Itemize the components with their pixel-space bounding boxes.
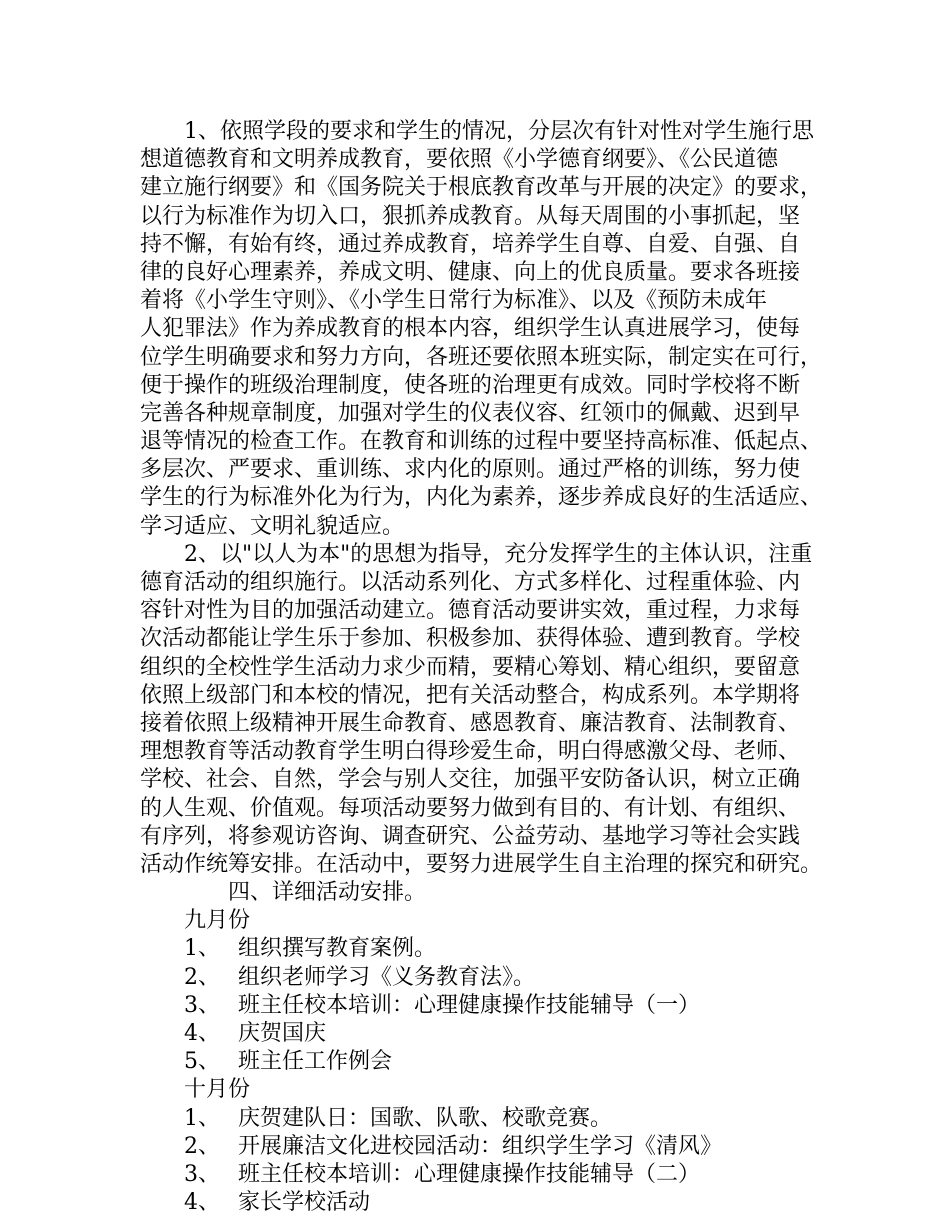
- paragraph-line: 学习适应、文明礼貌适应。: [140, 513, 405, 539]
- month-section-october: [140, 1076, 830, 1217]
- paragraph-line: 组织的全校性学生活动力求少而精，要精心筹划、精心组织，要留意: [140, 654, 801, 680]
- paragraph-line: 位学生明确要求和努力方向，各班还要依照本班实际，制定实在可行，: [140, 344, 823, 370]
- paragraph-1: [140, 118, 830, 541]
- list-item: [140, 1048, 830, 1076]
- paragraph-2: [140, 541, 830, 879]
- list-item: [140, 964, 830, 992]
- paragraph-line: 理想教育等活动教育学生明白得珍爱生命，明白得感激父母、老师、: [140, 739, 801, 765]
- list-item-number: 2、: [184, 1133, 220, 1159]
- list-item: [140, 1133, 830, 1161]
- paragraph-line: 退等情况的检查工作。在教育和训练的过程中要坚持高标准、低起点、: [140, 429, 823, 455]
- list-item: [140, 935, 830, 963]
- month-section-september: [140, 907, 830, 1076]
- list-item: [140, 992, 830, 1020]
- paragraph-line: 完善各种规章制度，加强对学生的仪表仪容、红领巾的佩戴、迟到早: [140, 400, 801, 426]
- list-item: [140, 1161, 830, 1189]
- paragraph-line: 想道德教育和文明养成教育，要依照《小学德育纲要》、《公民道德: [140, 147, 779, 173]
- list-item-text: 班主任工作例会: [238, 1049, 393, 1075]
- paragraph-line: 接着依照上级精神开展生命教育、感恩教育、廉洁教育、法制教育、: [140, 710, 801, 736]
- paragraph-line: 学生的行为标准外化为行为，内化为素养，逐步养成良好的生活适应、: [140, 485, 823, 511]
- paragraph-line: 2、以"以人为本"的思想为指导，充分发挥学生的主体认识，注重: [184, 541, 813, 567]
- list-item-text: 班主任校本培训：心理健康操作技能辅导（一）: [238, 992, 701, 1018]
- paragraph-line: 多层次、严要求、重训练、求内化的原则。通过严格的训练，努力使: [140, 457, 801, 483]
- paragraph-line: 依照上级部门和本校的情况，把有关活动整合，构成系列。本学期将: [140, 682, 801, 708]
- paragraph-line: 德育活动的组织施行。以活动系列化、方式多样化、过程重体验、内: [140, 570, 801, 595]
- paragraph-line: 1、依照学段的要求和学生的情况，分层次有针对性对学生施行思: [184, 119, 814, 144]
- paragraph-line: 律的良好心理素养，养成文明、健康、向上的优良质量。要求各班接: [140, 259, 801, 285]
- paragraph-line: 学校、社会、自然，学会与别人交往，加强平安防备认识，树立正确: [140, 767, 801, 793]
- list-item: [140, 1020, 830, 1048]
- list-item-number: 5、: [184, 1049, 220, 1075]
- list-item-number: 4、: [184, 1190, 220, 1216]
- list-item-number: 1、: [184, 1105, 220, 1131]
- list-item-text: 班主任校本培训：心理健康操作技能辅导（二）: [238, 1161, 701, 1187]
- list-item-number: 3、: [184, 992, 220, 1018]
- list-item: [140, 1105, 830, 1133]
- month-heading: 九月份: [184, 908, 251, 934]
- list-item: [140, 1189, 830, 1217]
- paragraph-line: 的人生观、价值观。每项活动要努力做到有目的、有计划、有组织、: [140, 795, 801, 821]
- paragraph-line: 人犯罪法》作为养成教育的根本内容，组织学生认真进展学习，使每: [140, 316, 801, 342]
- paragraph-line: 便于操作的班级治理制度，使各班的治理更有成效。同时学校将不断: [140, 372, 801, 398]
- paragraph-line: 次活动都能让学生乐于参加、积极参加、获得体验、遭到教育。学校: [140, 626, 801, 652]
- paragraph-line: 有序列，将参观访咨询、调查研究、公益劳动、基地学习等社会实践: [140, 823, 801, 849]
- document-body: [140, 118, 830, 1217]
- paragraph-line: 活动作统筹安排。在活动中，要努力进展学生自主治理的探究和研究。: [140, 851, 823, 877]
- paragraph-line: 建立施行纲要》和《国务院关于根底教育改革与开展的决定》的要求，: [140, 175, 823, 201]
- paragraph-line: 以行为标准作为切入口，狠抓养成教育。从每天周围的小事抓起，坚: [140, 203, 801, 229]
- list-item-text: 庆贺国庆: [238, 1021, 327, 1046]
- list-item-number: 2、: [184, 964, 220, 990]
- section-heading: 四、详细活动安排。: [228, 880, 427, 906]
- list-item-number: 3、: [184, 1161, 220, 1187]
- list-item-number: 4、: [184, 1021, 220, 1046]
- month-heading: 十月份: [184, 1077, 251, 1103]
- paragraph-line: 着将《小学生守则》、《小学生日常行为标准》、以及《预防未成年: [140, 288, 768, 314]
- paragraph-line: 持不懈，有始有终，通过养成教育，培养学生自尊、自爱、自强、自: [140, 231, 801, 257]
- list-item-text: 开展廉洁文化进校园活动：组织学生学习《清风》: [238, 1133, 723, 1159]
- paragraph-line: 容针对性为目的加强活动建立。德育活动要讲实效，重过程，力求每: [140, 598, 801, 624]
- list-item-text: 家长学校活动: [238, 1190, 371, 1216]
- list-item-text: 组织撰写教育案例。: [238, 936, 437, 962]
- list-item-text: 庆贺建队日：国歌、队歌、校歌竞赛。: [238, 1105, 613, 1131]
- list-item-number: 1、: [184, 936, 220, 962]
- list-item-text: 组织老师学习《义务教育法》。: [238, 964, 536, 990]
